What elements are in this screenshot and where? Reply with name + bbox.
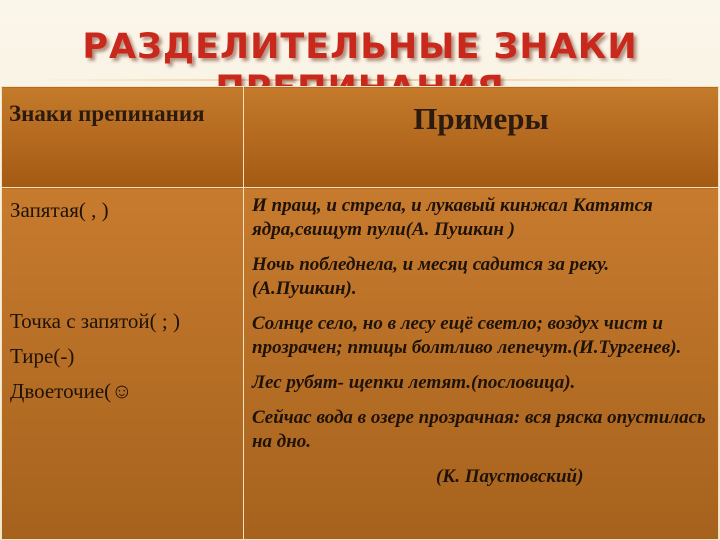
- marks-cell: [2, 188, 244, 540]
- mark-colon: Двоеточие(☺: [10, 379, 133, 403]
- example-item: И пращ, и стрела, и лукавый кинжал Катятся ядра,свищут пули(А. Пушкин ): [252, 195, 653, 240]
- header-marks: Знаки препинания: [2, 87, 244, 188]
- example-item: Ночь побледнела, и месяц садится за реку.(А.Пушкин).: [252, 254, 610, 299]
- punctuation-table: [1, 86, 719, 540]
- example-item: Солнце село, но в лесу ещё светло; воздух чист и прозрачен; птицы болтливо лепечут.(И.Тургенев).: [252, 313, 682, 358]
- mark-comma: Запятая( , ): [10, 198, 109, 222]
- table-body-row: [2, 188, 719, 540]
- header-examples: Примеры: [244, 87, 719, 188]
- mark-semicolon: Точка с запятой( ; ): [10, 309, 180, 333]
- example-attribution: (К. Паустовский): [436, 466, 584, 487]
- example-item: Лес рубят- щепки летят.(пословица).: [252, 372, 576, 393]
- title-line-1: РАЗДЕЛИТЕЛЬНЫЕ ЗНАКИ: [82, 27, 638, 67]
- mark-dash: Тире(-): [10, 344, 75, 368]
- table-header-row: [2, 87, 719, 188]
- marks-spacer: [10, 225, 243, 307]
- example-item: Сейчас вода в озере прозрачная: вся ряска опустилась на дно.: [252, 407, 706, 452]
- examples-cell: [244, 188, 719, 540]
